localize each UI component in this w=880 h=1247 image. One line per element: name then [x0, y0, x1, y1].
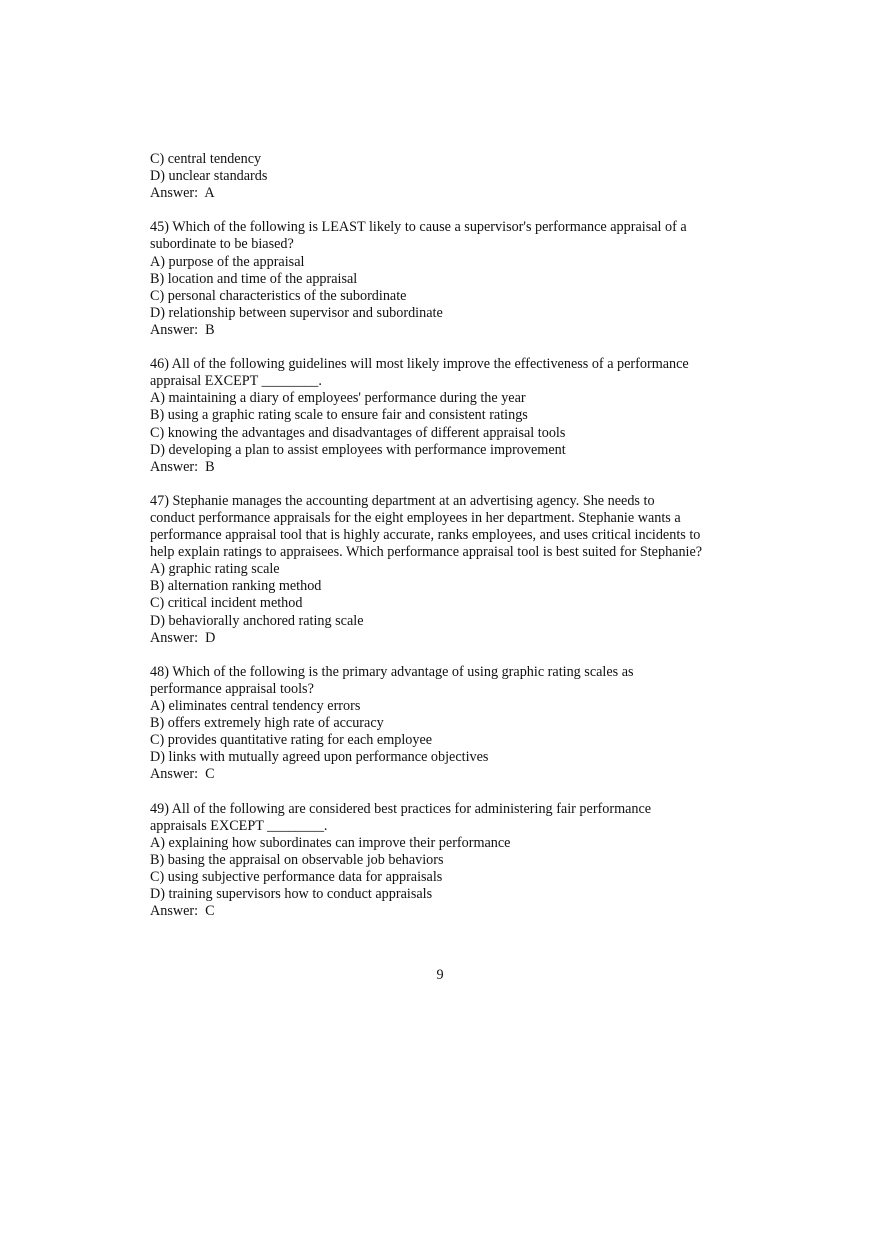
question-stem: 48) Which of the following is the primary advantage of using graphic rating scales as	[150, 663, 634, 680]
spacer	[150, 339, 750, 356]
option-d: D) links with mutually agreed upon performance objectives	[150, 749, 489, 766]
option-b: B) basing the appraisal on observable job behaviors	[150, 851, 444, 868]
question-stem: performance appraisal tool that is highly accurate, ranks employees, and uses critical incidents to	[150, 527, 701, 544]
option-c: C) critical incident method	[150, 595, 303, 612]
question-stem: 47) Stephanie manages the accounting department at an advertising agency. She needs to	[150, 492, 655, 509]
spacer	[150, 202, 750, 219]
question-47	[150, 493, 750, 647]
option-a: A) purpose of the appraisal	[150, 253, 305, 270]
option-c: C) central tendency	[150, 151, 262, 167]
option-b: B) offers extremely high rate of accuracy	[150, 715, 384, 732]
spacer	[150, 647, 750, 664]
spacer	[150, 783, 750, 800]
option-a: A) eliminates central tendency errors	[150, 698, 361, 714]
question-stem: 49) All of the following are considered best practices for administering fair performance	[150, 800, 652, 817]
question-45	[150, 219, 750, 339]
answer: Answer: D	[150, 629, 216, 646]
option-c: C) personal characteristics of the subordinate	[150, 287, 407, 304]
question-stem: 45) Which of the following is LEAST likely to cause a supervisor's performance appraisal of a	[150, 219, 687, 236]
answer: Answer: B	[150, 458, 215, 475]
question-stem: performance appraisal tools?	[150, 680, 314, 697]
option-c: C) knowing the advantages and disadvantages of different appraisal tools	[150, 424, 566, 441]
option-b: B) location and time of the appraisal	[150, 270, 358, 287]
option-d: D) developing a plan to assist employees with performance improvement	[150, 441, 566, 458]
page-content	[150, 151, 750, 920]
option-d: D) training supervisors how to conduct appraisals	[150, 886, 433, 903]
option-c: C) provides quantitative rating for each employee	[150, 732, 433, 749]
question-stem: appraisals EXCEPT ________.	[150, 817, 328, 834]
option-d: D) unclear standards	[150, 168, 268, 185]
option-d: D) relationship between supervisor and subordinate	[150, 304, 443, 321]
answer: Answer: A	[150, 185, 215, 202]
answer: Answer: C	[150, 766, 215, 783]
answer: Answer: B	[150, 321, 215, 338]
question-stem: help explain ratings to appraisees. Which performance appraisal tool is best suited for Stephanie?	[150, 544, 703, 561]
option-b: B) alternation ranking method	[150, 578, 322, 595]
question-stem: appraisal EXCEPT ________.	[150, 373, 322, 390]
option-b: B) using a graphic rating scale to ensure fair and consistent ratings	[150, 407, 528, 424]
option-d: D) behaviorally anchored rating scale	[150, 612, 364, 629]
question-stem: 46) All of the following guidelines will most likely improve the effectiveness of a performance	[150, 356, 689, 373]
option-a: A) graphic rating scale	[150, 561, 280, 578]
question-48	[150, 664, 750, 784]
option-c: C) using subjective performance data for appraisals	[150, 868, 443, 885]
question-46	[150, 356, 750, 476]
option-a: A) explaining how subordinates can improve their performance	[150, 834, 511, 851]
page-number: 9	[436, 967, 444, 983]
question-44-continuation	[150, 151, 750, 202]
question-49	[150, 801, 750, 921]
answer: Answer: C	[150, 903, 215, 920]
question-stem: subordinate to be biased?	[150, 236, 294, 253]
spacer	[150, 476, 750, 493]
option-a: A) maintaining a diary of employees' performance during the year	[150, 390, 526, 407]
question-stem: conduct performance appraisals for the eight employees in her department. Stephanie wants a	[150, 509, 681, 526]
